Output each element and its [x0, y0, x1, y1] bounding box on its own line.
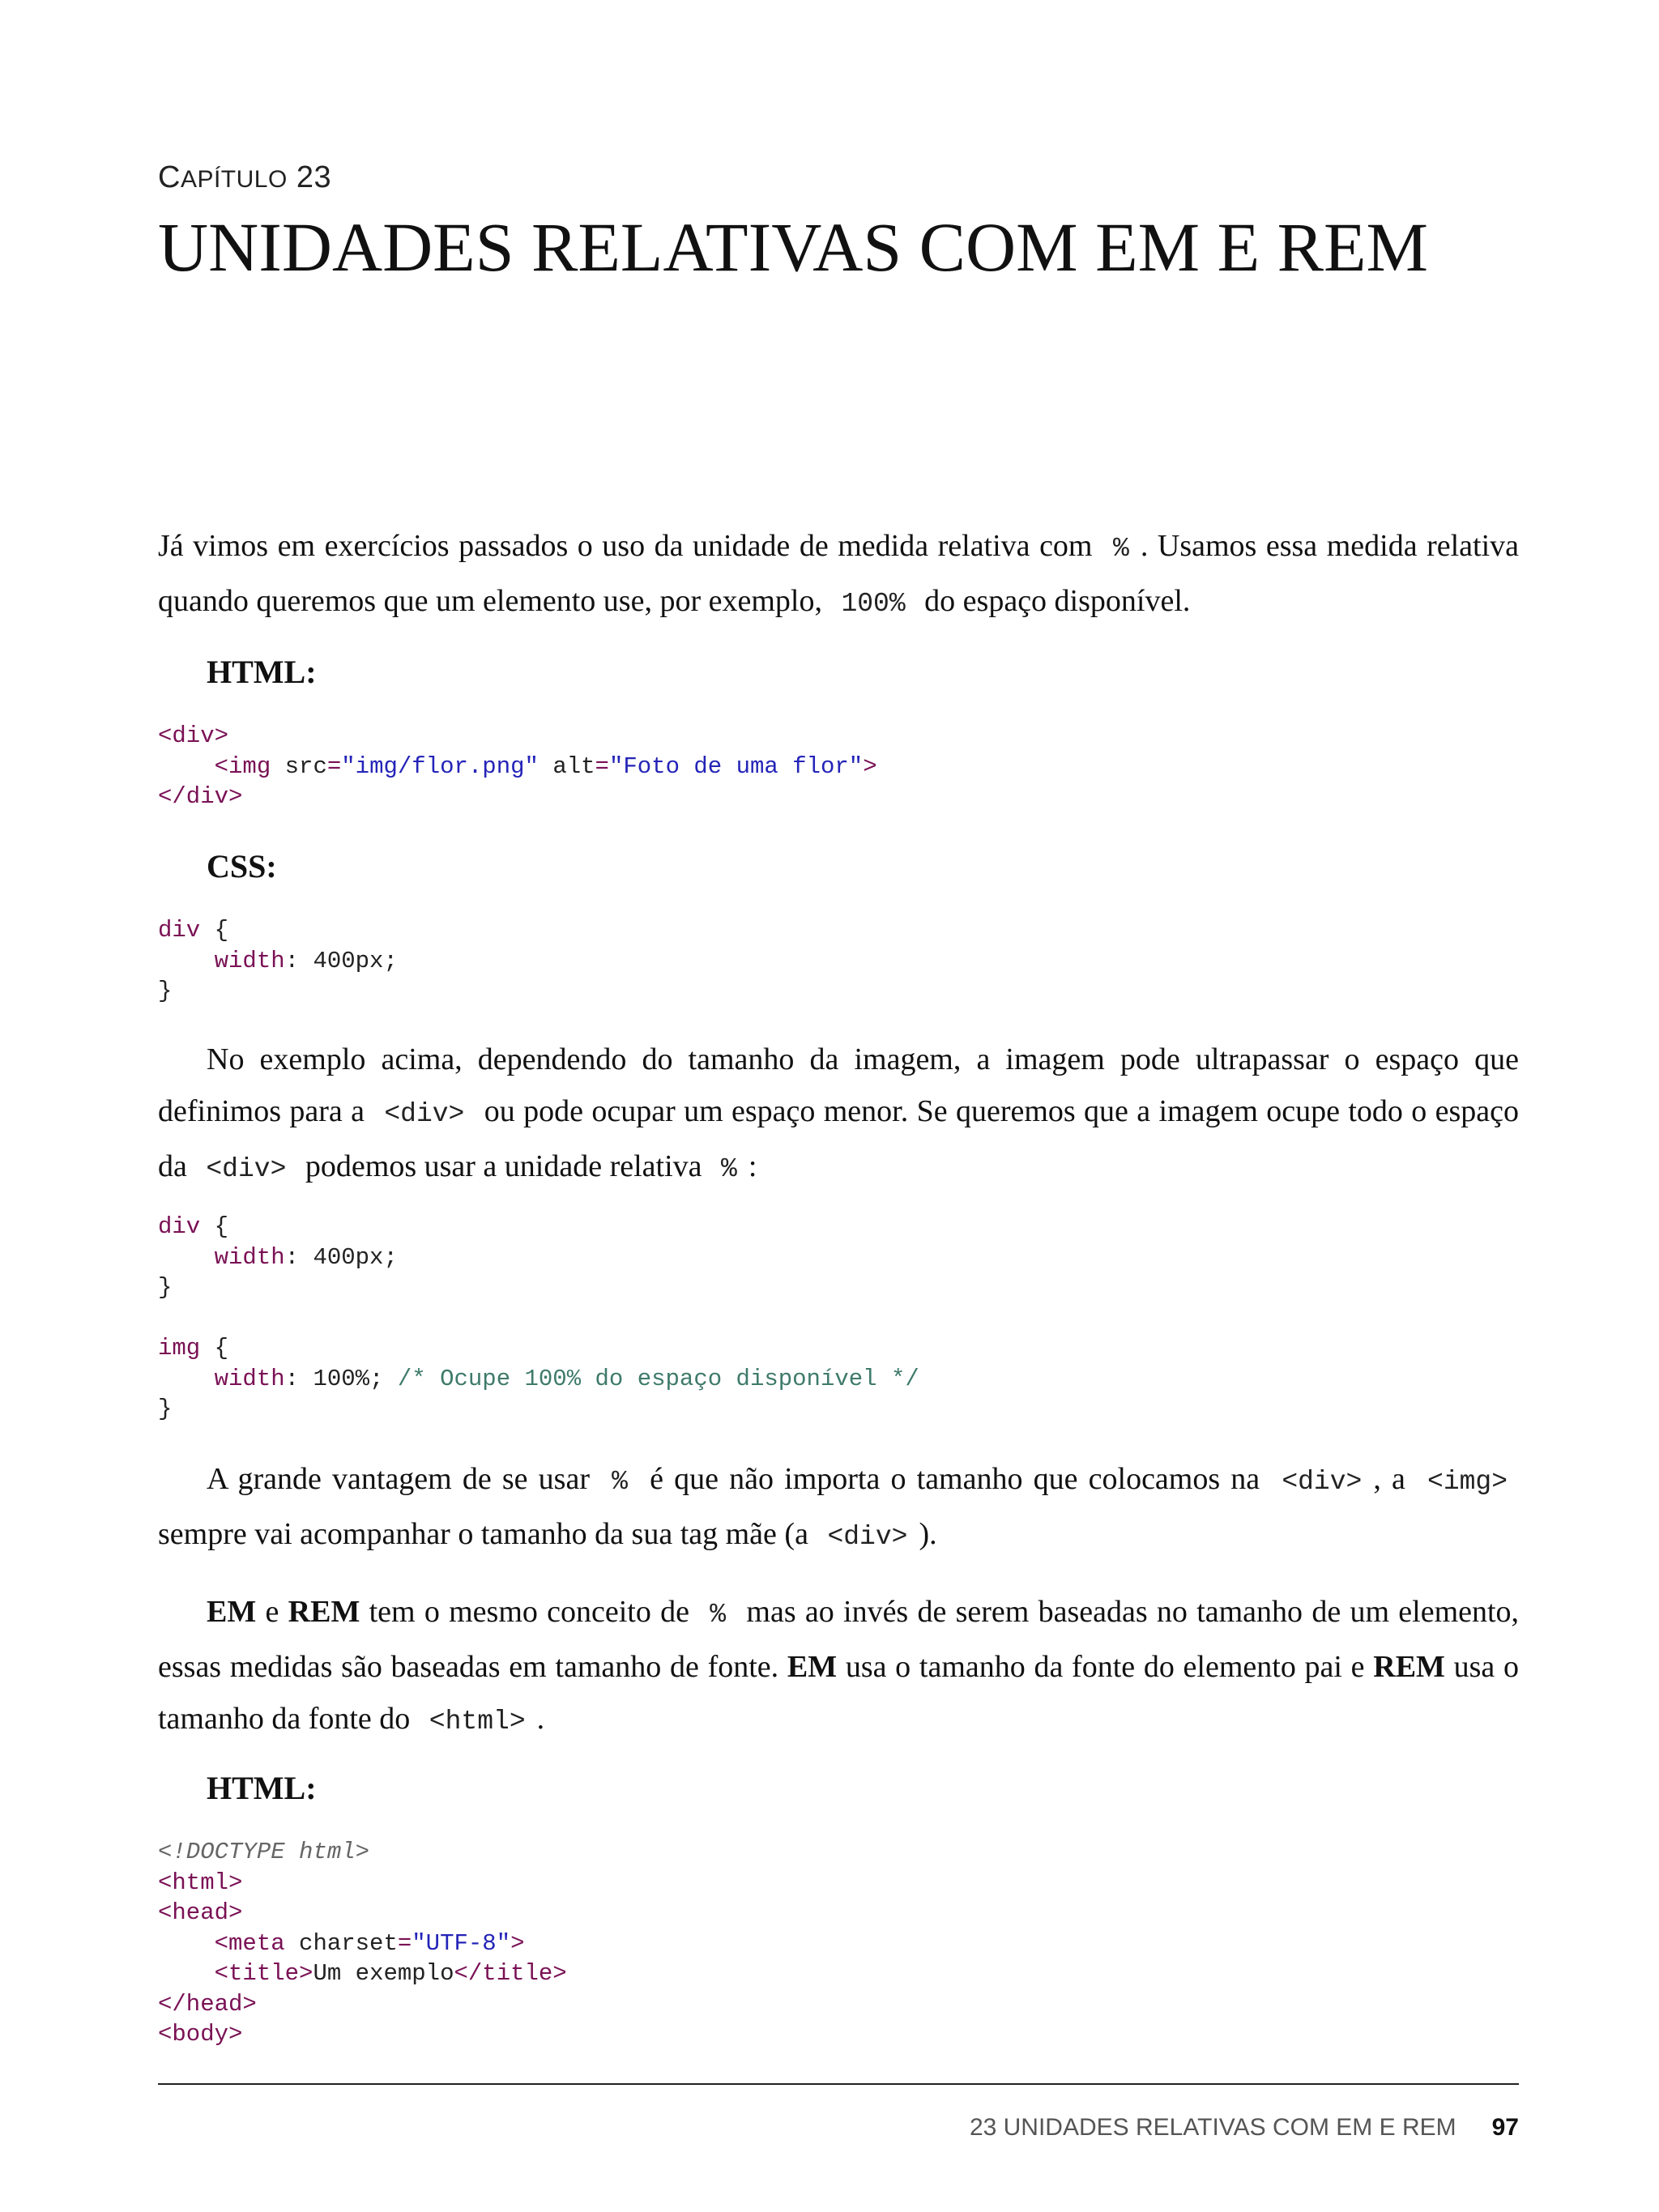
inline-code: <div>	[206, 1154, 287, 1184]
paragraph-em-rem	[158, 1586, 1519, 1748]
chapter-title: UNIDADES RELATIVAS COM EM E REM	[158, 208, 1428, 286]
code-tag: <div>	[158, 722, 229, 749]
code-tag: </head>	[158, 1990, 257, 2018]
inline-code: <div>	[1282, 1467, 1363, 1497]
paragraph-text: podemos usar a unidade relativa	[305, 1149, 702, 1183]
section-heading-html-2: HTML:	[207, 1770, 317, 1806]
code-tag: <title>	[214, 1960, 313, 1987]
code-attr: alt	[552, 752, 595, 780]
paragraph-text: ).	[919, 1517, 937, 1551]
inline-code: %	[612, 1467, 628, 1497]
paragraph-text: No exemplo acima, dependendo do tamanho da imagem, a imagem pode ultrapassar o espaço que definimos para a	[158, 1042, 1519, 1128]
paragraph-text: sempre vai acompanhar o tamanho da sua tag mãe (a	[158, 1517, 808, 1551]
inline-code: <html>	[429, 1707, 526, 1737]
paragraph-percent-advantage	[158, 1453, 1519, 1563]
bold-term: EM	[207, 1595, 257, 1629]
code-punct: }	[158, 978, 173, 1004]
paragraph-text: é que não importa o tamanho que colocamos na	[650, 1462, 1260, 1496]
inline-code: %	[710, 1600, 727, 1630]
code-punct: =	[326, 752, 342, 780]
paragraph-intro	[158, 520, 1519, 630]
code-value: : 100%;	[284, 1365, 384, 1392]
code-attr: charset	[299, 1929, 398, 1957]
code-punct: {	[214, 1213, 229, 1240]
code-tag: <html>	[158, 1869, 243, 1896]
chapter-number: 23	[296, 160, 332, 194]
chapter-label-initial: C	[158, 160, 181, 194]
page-number: 97	[1491, 2114, 1519, 2141]
paragraph-text: do espaço disponível.	[924, 584, 1191, 618]
code-tag: <body>	[158, 2021, 243, 2048]
paragraph-text: tem o mesmo conceito de	[369, 1595, 690, 1629]
bold-term: REM	[288, 1595, 360, 1629]
paragraph-percent-explanation	[158, 1034, 1519, 1196]
code-value: : 400px;	[284, 947, 398, 974]
section-heading-html: HTML:	[207, 654, 317, 690]
inline-code: <div>	[384, 1099, 465, 1129]
paragraph-text: :	[748, 1149, 757, 1183]
code-selector: img	[158, 1335, 201, 1362]
code-doctype: <!DOCTYPE html>	[158, 1839, 370, 1865]
code-punct: =	[595, 752, 609, 780]
paragraph-text: e	[265, 1595, 279, 1629]
paragraph-text: , a	[1373, 1462, 1405, 1496]
code-tag: <head>	[158, 1899, 243, 1926]
section-heading-css: CSS:	[207, 848, 277, 884]
code-selector: div	[158, 917, 201, 944]
chapter-label	[158, 160, 331, 195]
paragraph-text: Já vimos em exercícios passados o uso da unidade de medida relativa com	[158, 529, 1093, 563]
paragraph-text: usa o tamanho da fonte do	[158, 1650, 1520, 1736]
code-tag: >	[863, 752, 877, 780]
code-punct: {	[214, 1335, 229, 1362]
paragraph-text: mas ao invés de serem baseadas no tamanho de um elemento, essas medidas são baseadas em tamanho de fonte.	[158, 1595, 1520, 1684]
paragraph-text: A grande vantagem de se usar	[207, 1462, 590, 1496]
code-tag: >	[510, 1929, 525, 1957]
code-block-html-img	[158, 721, 877, 812]
code-block-css-img	[158, 1212, 919, 1425]
footer-divider	[158, 2083, 1519, 2085]
inline-code: <div>	[827, 1522, 908, 1552]
inline-code: %	[1113, 534, 1129, 564]
code-tag: <meta	[214, 1929, 285, 1957]
code-string: "Foto de uma flor"	[608, 752, 864, 780]
code-tag: </div>	[158, 783, 243, 810]
paragraph-text: . Usamos essa medida relativa quando queremos que um elemento use, por exemplo,	[158, 529, 1520, 618]
code-comment: /* Ocupe 100% do espaço disponível */	[397, 1365, 919, 1392]
document-page	[158, 0, 1519, 2212]
code-string: "UTF-8"	[412, 1929, 511, 1957]
code-punct: =	[397, 1929, 412, 1957]
bold-term: REM	[1373, 1650, 1445, 1684]
code-punct: {	[214, 917, 229, 944]
code-property: width	[214, 1243, 285, 1271]
code-block-html-doc	[158, 1837, 567, 2050]
inline-code: %	[721, 1154, 737, 1184]
paragraph-text: ou pode ocupar um espaço menor. Se queremos que a imagem ocupe todo o espaço da	[158, 1094, 1520, 1183]
code-punct: }	[158, 1274, 173, 1301]
code-tag: <img	[214, 752, 271, 780]
code-attr: src	[284, 752, 327, 780]
code-tag: </title>	[454, 1960, 567, 1987]
chapter-label-rest: APÍTULO	[180, 166, 288, 193]
page-footer	[970, 2114, 1519, 2142]
code-selector: div	[158, 1213, 201, 1240]
code-block-css-div	[158, 915, 398, 1007]
paragraph-text: usa o tamanho da fonte do elemento pai e	[845, 1650, 1365, 1684]
bold-term: EM	[787, 1650, 838, 1684]
code-punct: }	[158, 1396, 173, 1422]
code-property: width	[214, 1365, 285, 1392]
inline-code: 100%	[841, 589, 906, 619]
code-string: "img/flor.png"	[341, 752, 539, 780]
code-text: Um exemplo	[313, 1960, 454, 1987]
inline-code: <img>	[1427, 1467, 1508, 1497]
code-value: : 400px;	[284, 1243, 398, 1271]
paragraph-text: .	[536, 1702, 545, 1736]
code-property: width	[214, 947, 285, 974]
running-title: 23 UNIDADES RELATIVAS COM EM E REM	[969, 2114, 1456, 2141]
